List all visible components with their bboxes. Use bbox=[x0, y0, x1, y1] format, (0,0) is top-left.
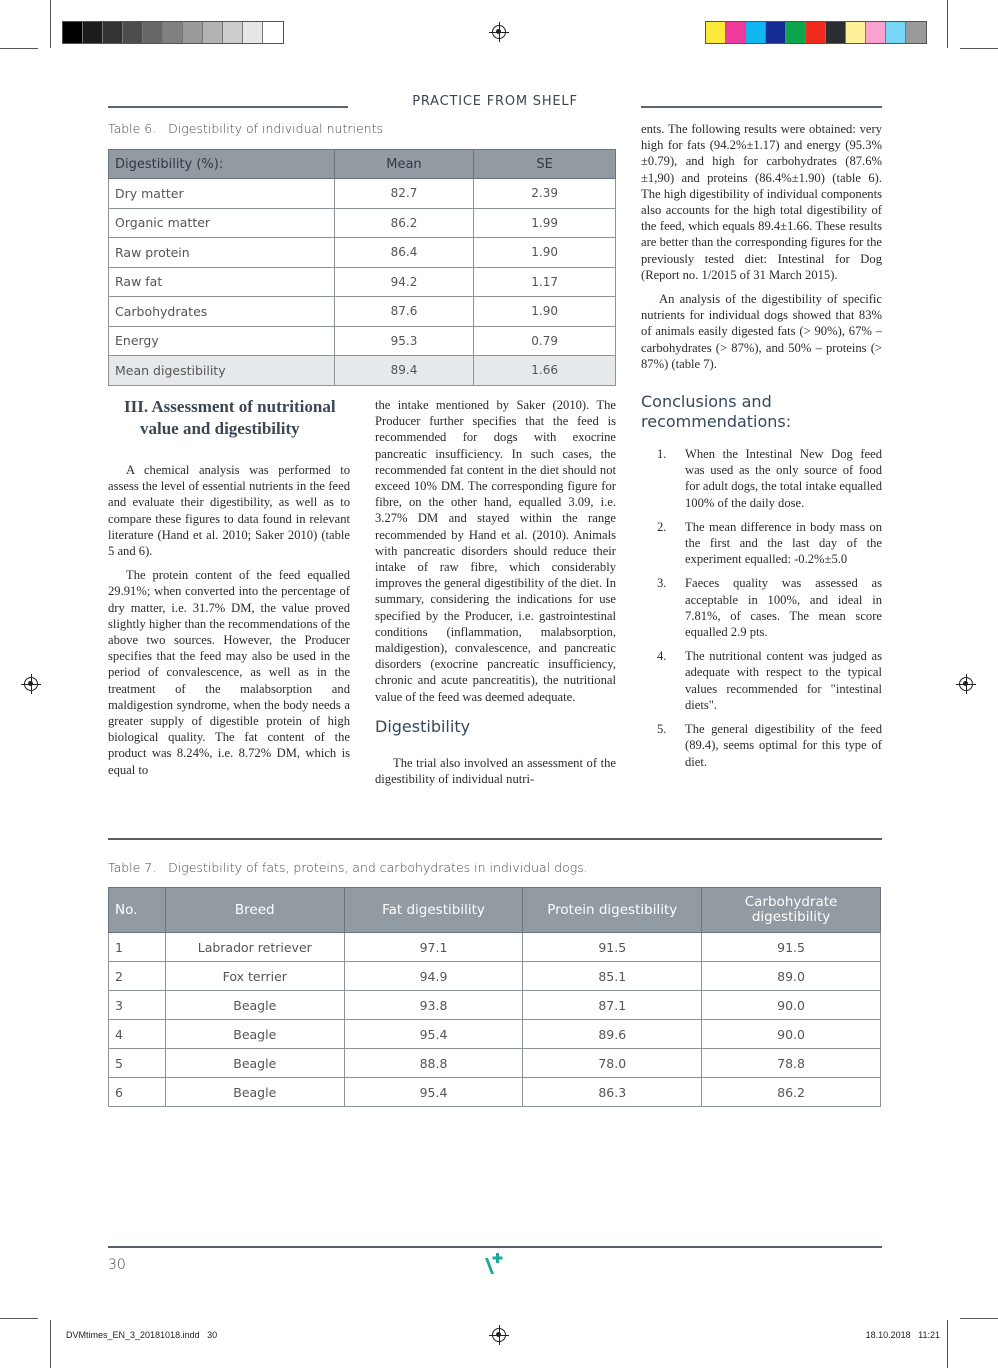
fat-cell: 93.8 bbox=[344, 991, 523, 1020]
se-cell: 1.90 bbox=[474, 238, 616, 268]
color-swatch bbox=[746, 22, 766, 43]
color-swatch bbox=[726, 22, 746, 43]
table-row bbox=[109, 238, 616, 268]
protein-cell: 86.3 bbox=[523, 1078, 702, 1107]
running-header bbox=[108, 94, 882, 112]
paragraph: the intake mentioned by Saker (2010). The Producer further specifies that the feed is recommended for dogs with exocrine pancreatic insufficiency. In such cases, the recommended fat content in the diet should not exceed 10% DM. The corresponding figure for fibre, on the other hand, equalled 3.09, i.e. 3.27% DM and stayed within the range recommended by Hand et al. (2010). Animals with pancreatic disorders should reduce their intake of raw fibre, which considerably improves the general digestibility of the diet. In summary, considering the indications for use specified by the Producer, i.e. gastrointestinal conditions (inflammation, malabsorption, maldigestion), convalescence, and pancreatic disorders (exocrine pancreatic insufficiency, chronic and acute pancreatitis), the nutritional value of the feed was deemed adequate. bbox=[375, 398, 616, 704]
color-swatch bbox=[886, 22, 906, 43]
color-swatch bbox=[866, 22, 886, 43]
protein-cell: 89.6 bbox=[523, 1020, 702, 1049]
crop-mark bbox=[50, 1320, 51, 1368]
conclusions-list bbox=[641, 446, 882, 770]
row-label: Mean digestibility bbox=[109, 356, 335, 386]
color-swatch bbox=[183, 22, 203, 43]
carb-cell: 90.0 bbox=[702, 1020, 881, 1049]
publisher-logo-icon bbox=[482, 1252, 508, 1276]
table-row bbox=[109, 933, 881, 962]
crop-mark bbox=[947, 1320, 948, 1368]
se-cell: 1.90 bbox=[474, 297, 616, 327]
fat-cell: 97.1 bbox=[344, 933, 523, 962]
no-cell: 1 bbox=[109, 933, 166, 962]
carb-cell: 89.0 bbox=[702, 962, 881, 991]
protein-cell: 91.5 bbox=[523, 933, 702, 962]
color-swatch bbox=[786, 22, 806, 43]
carb-cell: 78.8 bbox=[702, 1049, 881, 1078]
color-swatch bbox=[163, 22, 183, 43]
fat-cell: 95.4 bbox=[344, 1078, 523, 1107]
list-item: 1. When the Intestinal New Dog feed was used as the only source of food for adult dogs, the total intake equalled 100% of the daily dose. bbox=[657, 447, 882, 510]
table-row bbox=[109, 1049, 881, 1078]
paragraph: An analysis of the digestibility of specific nutrients for individual dogs showed that 83% of animals easily digested fats (> 90%), 67% – carbohydrates (> 87%), and 50% – proteins (> 87%) (table 7). bbox=[641, 292, 882, 371]
crop-mark bbox=[947, 0, 948, 48]
column-2 bbox=[375, 397, 616, 795]
table7-col-header: No. bbox=[109, 888, 166, 933]
column-1-body bbox=[108, 462, 350, 778]
color-swatch bbox=[243, 22, 263, 43]
crop-mark bbox=[50, 0, 51, 48]
crop-mark bbox=[0, 48, 38, 49]
column-1 bbox=[108, 396, 350, 786]
breed-cell: Beagle bbox=[165, 1020, 344, 1049]
table7-caption: Table 7. Digestibility of fats, proteins, and carbohydrates in individual dogs. bbox=[108, 860, 588, 875]
color-swatch bbox=[766, 22, 786, 43]
table6 bbox=[108, 149, 616, 386]
table-row bbox=[109, 326, 616, 356]
digestibility-heading: Digestibility bbox=[375, 716, 471, 736]
paragraph: The trial also involved an assessment of the digestibility of individual nutri- bbox=[375, 755, 616, 787]
color-swatch bbox=[123, 22, 143, 43]
list-item: 5. The general digestibility of the feed (89.4), seems optimal for this type of diet. bbox=[657, 722, 882, 769]
se-cell: 1.17 bbox=[474, 267, 616, 297]
table6-col-header: Digestibility (%): bbox=[109, 150, 335, 179]
row-label: Dry matter bbox=[109, 179, 335, 209]
section-heading: III. Assessment of nutritional value and digestibility bbox=[124, 397, 336, 438]
mean-cell: 82.7 bbox=[334, 179, 474, 209]
row-label: Energy bbox=[109, 326, 335, 356]
footer-rule bbox=[108, 1246, 882, 1248]
no-cell: 2 bbox=[109, 962, 166, 991]
fat-cell: 95.4 bbox=[344, 1020, 523, 1049]
protein-cell: 78.0 bbox=[523, 1049, 702, 1078]
carb-cell: 86.2 bbox=[702, 1078, 881, 1107]
table7-col-header: Breed bbox=[165, 888, 344, 933]
list-item: 4. The nutritional content was judged as adequate with respect to the typical values recommended for "intestinal diets". bbox=[657, 649, 882, 712]
fat-cell: 94.9 bbox=[344, 962, 523, 991]
registration-mark-icon bbox=[492, 1328, 506, 1342]
table-row bbox=[109, 1020, 881, 1049]
column-2-body-cont bbox=[375, 755, 616, 787]
paragraph: A chemical analysis was performed to assess the level of essential nutrients in the feed and evaluate their digestibility, as well as to compare these figures to data found in relevant literature (Hand et al. 2010; Saker 2010) (table 5 and 6). bbox=[108, 463, 350, 559]
page-number: 30 bbox=[108, 1257, 126, 1273]
grayscale-color-bar bbox=[62, 21, 284, 44]
no-cell: 6 bbox=[109, 1078, 166, 1107]
table7 bbox=[108, 887, 881, 1107]
carb-cell: 91.5 bbox=[702, 933, 881, 962]
table7-col-header: Fat digestibility bbox=[344, 888, 523, 933]
table6-col-header: SE bbox=[474, 150, 616, 179]
registration-mark-icon bbox=[24, 677, 38, 691]
se-cell: 0.79 bbox=[474, 326, 616, 356]
slug-date: 18.10.2018 11:21 bbox=[865, 1330, 940, 1340]
registration-mark-icon bbox=[492, 25, 506, 39]
mean-cell: 87.6 bbox=[334, 297, 474, 327]
color-swatch bbox=[63, 22, 83, 43]
color-swatch bbox=[203, 22, 223, 43]
color-swatch bbox=[143, 22, 163, 43]
breed-cell: Beagle bbox=[165, 991, 344, 1020]
se-cell: 1.66 bbox=[474, 356, 616, 386]
row-label: Carbohydrates bbox=[109, 297, 335, 327]
color-swatch bbox=[83, 22, 103, 43]
paragraph: The protein content of the feed equalled 29.91%; when converted into the percentage of dry matter, i.e. 31.7% DM, the value proved slightly higher than the recommendations of the above two sources. However, the Producer specifies that the feed may also be used in the period of convalescence, as well as in the treatment of the malabsorption and maldigestion syndrome, when the body needs a greater supply of digestible protein of high biological quality. The fat content of the product was 8.24%, i.e. 8.72% DM, which is equal to bbox=[108, 568, 350, 777]
table7-header-row bbox=[109, 888, 881, 933]
color-swatch bbox=[826, 22, 846, 43]
carb-cell: 90.0 bbox=[702, 991, 881, 1020]
table-row bbox=[109, 991, 881, 1020]
table-row bbox=[109, 962, 881, 991]
registration-mark-icon bbox=[959, 677, 973, 691]
table-row-summary bbox=[109, 356, 616, 386]
table-row bbox=[109, 208, 616, 238]
column-2-body bbox=[375, 397, 616, 705]
table7-col-header: Carbohydrate digestibility bbox=[702, 888, 881, 933]
no-cell: 4 bbox=[109, 1020, 166, 1049]
breed-cell: Fox terrier bbox=[165, 962, 344, 991]
mean-cell: 94.2 bbox=[334, 267, 474, 297]
crop-mark bbox=[960, 48, 998, 49]
breed-cell: Beagle bbox=[165, 1049, 344, 1078]
mean-cell: 95.3 bbox=[334, 326, 474, 356]
list-item: 2. The mean difference in body mass on the first and the last day of the experiment equalled: -0.2%±5.0 bbox=[657, 519, 882, 567]
paragraph: ents. The following results were obtained: very high for fats (94.2%±1.17) and energy (95.3%±0.79), and high for carbohydrates (87.6%±1,90) and proteins (86.4%±1.90) (table 6). The high digestibility of individual components also accounts for the high total digestibility of the feed, which equals 89.4±1.66. These results are better than the corresponding figures for the previously tested diet: Intestinal for Dog (Report no. 1/2015 of 31 March 2015). bbox=[641, 122, 882, 282]
table-row bbox=[109, 267, 616, 297]
table6-caption: Table 6. Digestibility of individual nutrients bbox=[108, 121, 383, 136]
slug-filename: DVMtimes_EN_3_20181018.indd 30 bbox=[66, 1330, 218, 1340]
crop-mark bbox=[0, 1318, 38, 1319]
column-3 bbox=[641, 121, 882, 778]
running-title: PRACTICE FROM SHELF bbox=[412, 94, 578, 109]
table6-header-row bbox=[109, 150, 616, 179]
conclusions-heading: Conclusions and recommendations: bbox=[641, 392, 792, 432]
row-label: Raw fat bbox=[109, 267, 335, 297]
list-item: 3. Faeces quality was assessed as acceptable in 100%, and ideal in 7.81%, of cases. The mean score equalled 2.9 pts. bbox=[657, 576, 882, 640]
color-swatch bbox=[806, 22, 826, 43]
crop-mark bbox=[960, 1318, 998, 1319]
no-cell: 5 bbox=[109, 1049, 166, 1078]
mean-cell: 86.2 bbox=[334, 208, 474, 238]
protein-cell: 85.1 bbox=[523, 962, 702, 991]
column-3-body bbox=[641, 121, 882, 372]
fat-cell: 88.8 bbox=[344, 1049, 523, 1078]
no-cell: 3 bbox=[109, 991, 166, 1020]
se-cell: 1.99 bbox=[474, 208, 616, 238]
table-row bbox=[109, 1078, 881, 1107]
table-row bbox=[109, 179, 616, 209]
mean-cell: 89.4 bbox=[334, 356, 474, 386]
color-swatch bbox=[846, 22, 866, 43]
breed-cell: Labrador retriever bbox=[165, 933, 344, 962]
color-swatch bbox=[906, 22, 926, 43]
table-row bbox=[109, 297, 616, 327]
table6-col-header: Mean bbox=[334, 150, 474, 179]
section-divider bbox=[108, 838, 882, 840]
mean-cell: 86.4 bbox=[334, 238, 474, 268]
color-swatch bbox=[223, 22, 243, 43]
protein-cell: 87.1 bbox=[523, 991, 702, 1020]
table7-col-header: Protein digestibility bbox=[523, 888, 702, 933]
row-label: Organic matter bbox=[109, 208, 335, 238]
color-swatch bbox=[103, 22, 123, 43]
breed-cell: Beagle bbox=[165, 1078, 344, 1107]
color-swatch bbox=[706, 22, 726, 43]
process-color-bar bbox=[705, 21, 927, 44]
color-swatch bbox=[263, 22, 283, 43]
header-rule-right bbox=[641, 106, 882, 108]
se-cell: 2.39 bbox=[474, 179, 616, 209]
row-label: Raw protein bbox=[109, 238, 335, 268]
